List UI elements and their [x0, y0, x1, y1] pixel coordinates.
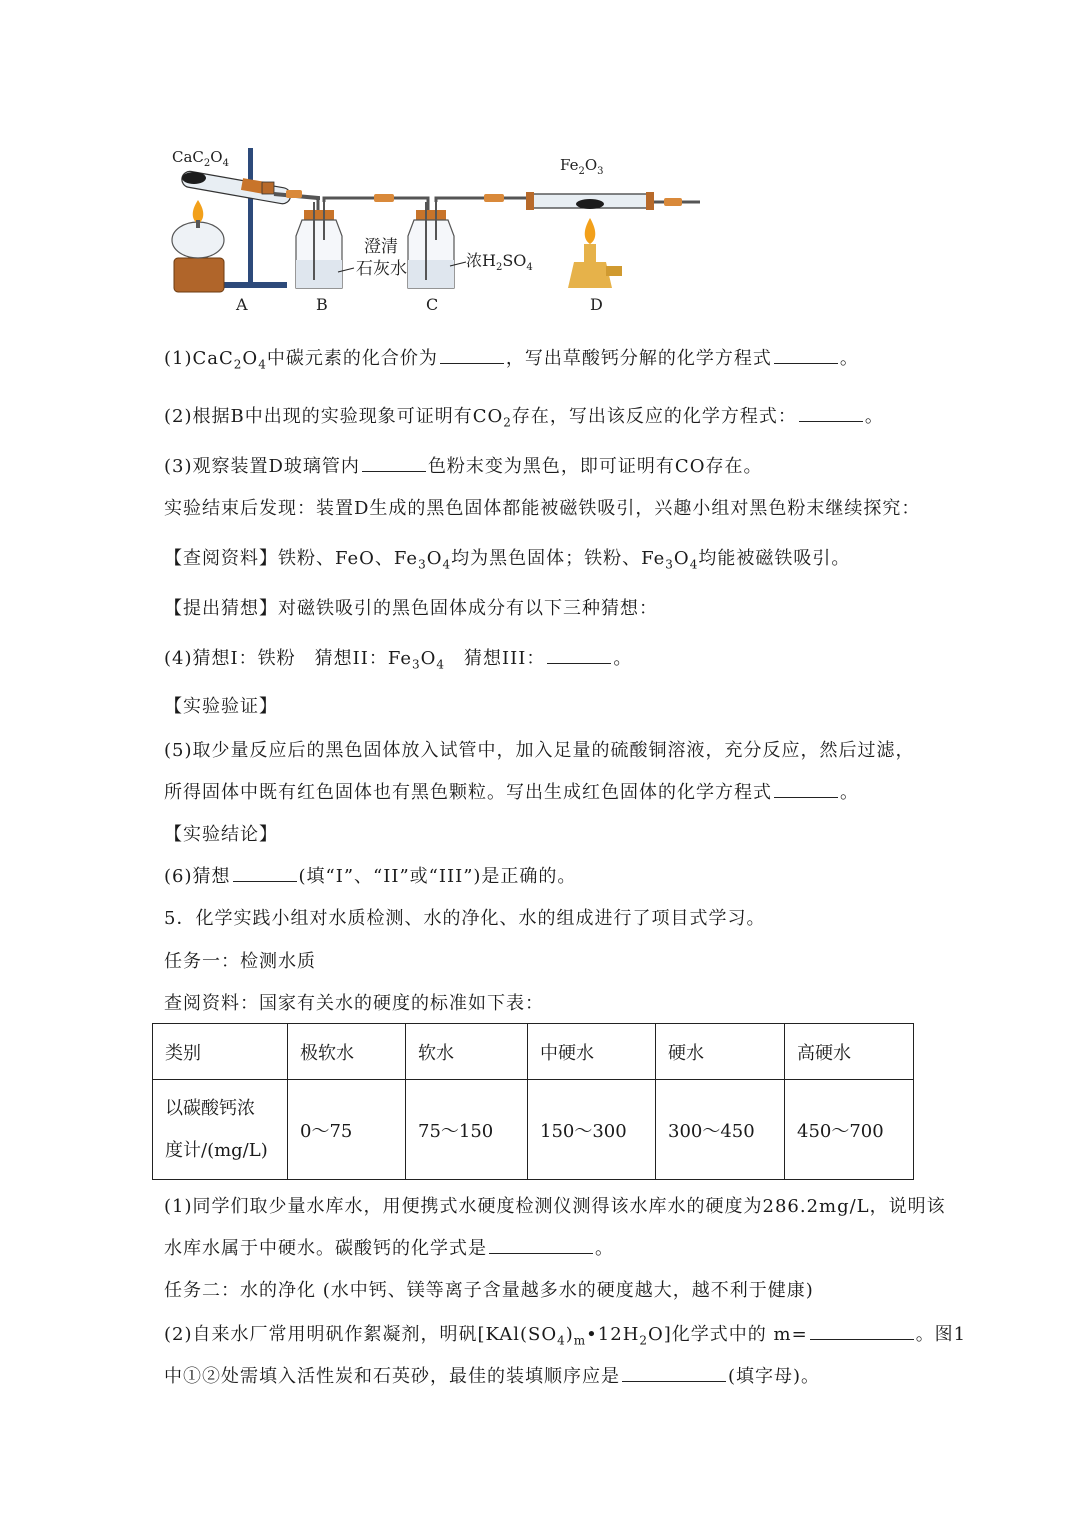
water-question-2-line-1: (2)自来水厂常用明矾作絮凝剂，明矾$[KAl(SO_4)_m•12H_2O]$化学式中的 m= 。图1 [164, 1324, 967, 1348]
answer-blank[interactable] [799, 405, 863, 422]
answer-blank[interactable] [233, 865, 297, 882]
question-4: (4)猜想I：铁粉 猜想II：$Fe_3O_4$ 猜想III： 。 [164, 648, 633, 672]
fe2o3-label: $Fe_2O_3$ [560, 156, 604, 177]
water-question-1-line-2: 水库水属于中硬水。碳酸钙的化学式是 。 [164, 1238, 614, 1259]
answer-blank[interactable] [362, 455, 426, 472]
answer-blank[interactable] [547, 647, 611, 664]
answer-blank[interactable] [622, 1365, 726, 1382]
table-cell: 150～300 [528, 1080, 656, 1180]
glass-tube-d [526, 192, 700, 210]
wash-bottle-c [408, 202, 454, 288]
burner-d [568, 218, 622, 288]
table-row-label: 以碳酸钙浓 度计/(mg/L) [153, 1080, 288, 1180]
table-header-cell: 中硬水 [528, 1024, 656, 1080]
table-header-cell: 高硬水 [785, 1024, 914, 1080]
iron-stand-base [222, 282, 287, 288]
table-row [153, 1080, 914, 1180]
b-side-label-2: 石灰水 [356, 259, 407, 279]
water-hardness-table [152, 1023, 914, 1180]
question-2: (2)根据B中出现的实验现象可证明有$CO_2$存在，写出该反应的化学方程式： 。 [164, 406, 884, 430]
c-side-label: 浓$H_2SO_4$ [466, 251, 533, 273]
question-6: (6)猜想 (填“I”、“II”或“III”)是正确的。 [164, 866, 577, 887]
alcohol-lamp-a [172, 200, 224, 292]
label-a: A [236, 295, 248, 314]
table-header-cell: 软水 [406, 1024, 528, 1080]
paragraph-after-experiment: 实验结束后发现：装置D生成的黑色固体都能被磁铁吸引，兴趣小组对黑色粉末继续探究： [164, 498, 921, 519]
wash-bottle-b [296, 202, 342, 288]
table-cell: 75～150 [406, 1080, 528, 1180]
heading-verify: 【实验验证】 [164, 696, 278, 717]
answer-blank[interactable] [774, 781, 838, 798]
label-c: C [426, 295, 439, 314]
iron-stand-rod [248, 148, 253, 286]
test-tube-a [181, 170, 292, 205]
table-header-cell: 类别 [153, 1024, 288, 1080]
label-b: B [316, 295, 328, 314]
question-5-line-2: 所得固体中既有红色固体也有黑色颗粒。写出生成红色固体的化学方程式 。 [164, 782, 859, 803]
b-side-label-1: 澄清 [364, 237, 398, 257]
answer-blank[interactable] [810, 1323, 914, 1340]
table-header-row [153, 1024, 914, 1080]
answer-blank[interactable] [489, 1237, 593, 1254]
problem-5-intro: 5．化学实践小组对水质检测、水的净化、水的组成进行了项目式学习。 [164, 908, 766, 929]
question-3: (3)观察装置D玻璃管内 色粉末变为黑色，即可证明有CO存在。 [164, 456, 763, 477]
heading-conclusion: 【实验结论】 [164, 824, 278, 845]
paragraph-reference: 【查阅资料】铁粉、FeO、$Fe_3O_4$均为黑色固体；铁粉、$Fe_3O_4$均能被磁铁吸引。 [164, 548, 851, 572]
fe2o3-powder [576, 199, 604, 209]
cac2o4-label: $CaC_2O_4$ [172, 148, 229, 169]
table-intro: 查阅资料：国家有关水的硬度的标准如下表： [164, 993, 544, 1014]
answer-blank[interactable] [774, 347, 838, 364]
table-cell: 300～450 [656, 1080, 785, 1180]
table-header-cell: 硬水 [656, 1024, 785, 1080]
paragraph-hypothesis: 【提出猜想】对磁铁吸引的黑色固体成分有以下三种猜想： [164, 598, 658, 619]
answer-blank[interactable] [440, 347, 504, 364]
water-question-1-line-1: (1)同学们取少量水库水，用便携式水硬度检测仪测得该水库水的硬度为286.2mg/L，说明该 [164, 1196, 946, 1217]
cac2o4-powder [182, 172, 206, 184]
task-2-heading: 任务二：水的净化 (水中钙、镁等离子含量越多水的硬度越大，越不利于健康) [164, 1280, 814, 1301]
question-1: $(1)CaC_2O_4$中碳元素的化合价为 ，写出草酸钙分解的化学方程式 。 [164, 348, 859, 372]
table-cell: 450～700 [785, 1080, 914, 1180]
question-5-line-1: (5)取少量反应后的黑色固体放入试管中，加入足量的硫酸铜溶液，充分反应，然后过滤， [164, 740, 915, 761]
water-question-2-line-2: 中①②处需填入活性炭和石英砂，最佳的装填顺序应是 (填字母)。 [164, 1366, 821, 1387]
task-1-heading: 任务一：检测水质 [164, 951, 316, 972]
table-header-cell: 极软水 [288, 1024, 406, 1080]
table-cell: 0～75 [288, 1080, 406, 1180]
experiment-apparatus-figure [160, 140, 720, 320]
label-d: D [590, 295, 603, 314]
